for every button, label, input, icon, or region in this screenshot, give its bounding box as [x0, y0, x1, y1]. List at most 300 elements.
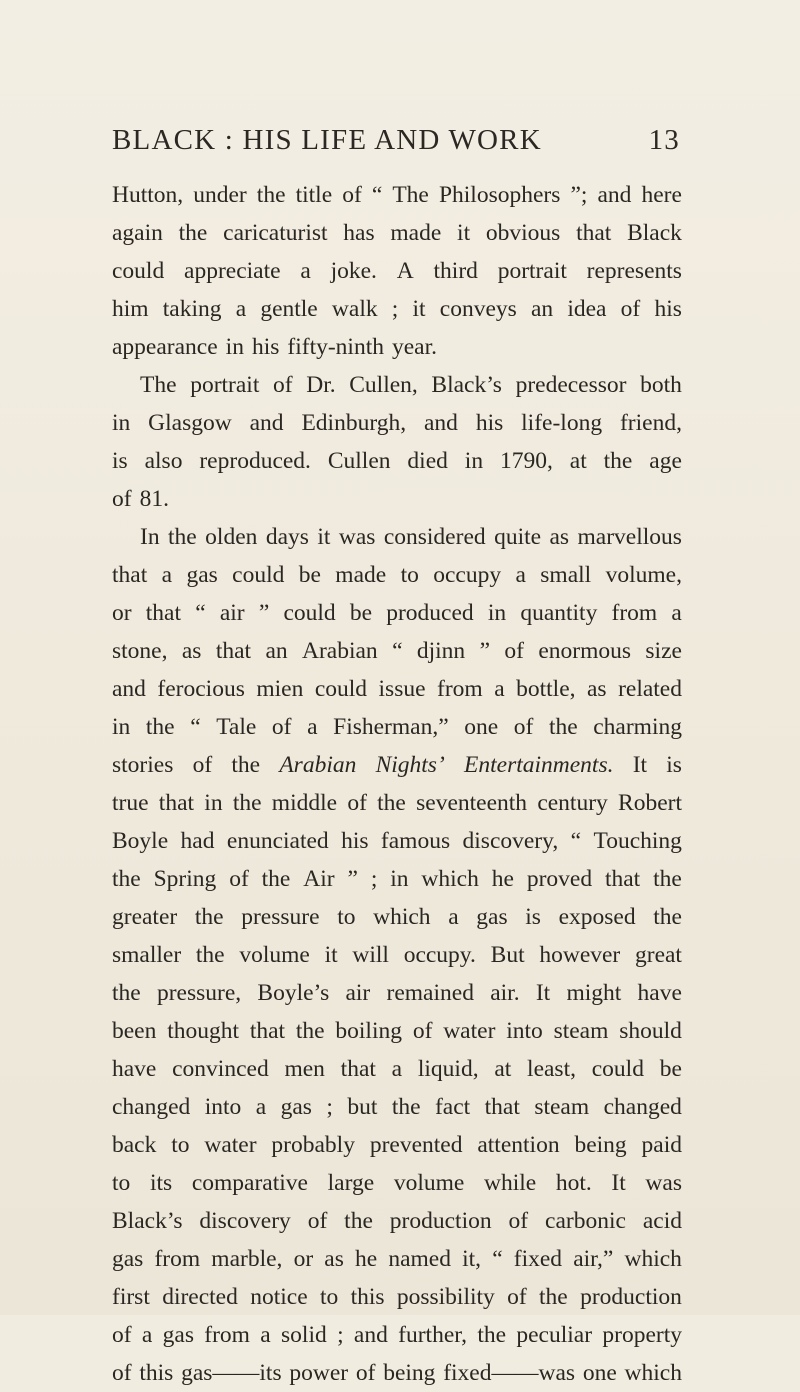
text-line	[112, 784, 682, 822]
word: stories	[112, 752, 174, 778]
word: has	[343, 220, 375, 246]
word: in	[204, 790, 223, 816]
word: to	[337, 904, 356, 930]
word: named	[388, 1246, 451, 1272]
word: in	[464, 448, 484, 474]
word: a	[235, 296, 247, 322]
word: 1790,	[499, 448, 553, 474]
word: of	[507, 1284, 527, 1310]
word: at	[494, 1056, 512, 1082]
word: an	[530, 296, 554, 322]
word: one	[464, 714, 499, 740]
text-line	[112, 176, 682, 214]
word: here	[641, 182, 682, 208]
text-line	[112, 708, 682, 746]
word: be	[298, 562, 321, 588]
word: “	[392, 638, 403, 664]
text-line	[112, 518, 682, 556]
text-line	[112, 366, 682, 404]
text-line	[112, 556, 682, 594]
word: small	[540, 562, 592, 588]
word: solid	[281, 1322, 327, 1348]
word: be	[349, 600, 373, 626]
word: ”	[258, 600, 270, 626]
word: of	[112, 1360, 132, 1386]
word: it,	[462, 1246, 482, 1272]
text-line	[112, 442, 682, 480]
word: ”	[479, 638, 490, 664]
word: had	[180, 828, 215, 854]
word: the	[653, 904, 682, 930]
word: its	[149, 1170, 173, 1196]
word: a	[671, 600, 682, 626]
text-line	[112, 594, 682, 632]
word: predecessor	[515, 372, 627, 398]
word: pressure	[241, 904, 320, 930]
word: caricaturist	[223, 220, 328, 246]
word: could	[112, 258, 165, 284]
word: the	[256, 182, 286, 208]
word: quantity	[520, 600, 598, 626]
word: exposed	[558, 904, 636, 930]
word: however	[539, 942, 621, 968]
word: fixed	[513, 1246, 563, 1272]
word: the	[477, 1322, 507, 1348]
word: his	[654, 296, 682, 322]
word: the	[344, 1208, 373, 1234]
word: comparative	[191, 1170, 308, 1196]
word: appreciate	[184, 258, 281, 284]
word: a	[515, 562, 526, 588]
word: Spring	[153, 866, 217, 892]
word: might	[566, 980, 622, 1006]
word: the	[112, 866, 141, 892]
word: portrait	[190, 372, 260, 398]
word: discovery,	[462, 828, 559, 854]
word: from	[611, 600, 658, 626]
word: least,	[527, 1056, 576, 1082]
word: smaller	[112, 942, 182, 968]
word: in	[112, 714, 131, 740]
text-line	[112, 1240, 682, 1278]
word: will	[352, 942, 389, 968]
word: should	[619, 1018, 682, 1044]
word: under	[193, 182, 247, 208]
word: the	[231, 752, 261, 778]
word: Cullen	[327, 448, 391, 474]
word: ;	[326, 1094, 333, 1120]
word: one	[582, 1360, 617, 1386]
word: men	[284, 1056, 325, 1082]
word: issue	[378, 676, 426, 702]
word: Dr.	[306, 372, 336, 398]
word: Tale	[216, 714, 257, 740]
word: steam	[534, 1094, 590, 1120]
word: which	[624, 1246, 682, 1272]
word: of	[192, 752, 213, 778]
running-head-title: BLACK : HIS LIFE AND WORK	[112, 124, 542, 156]
word: enunciated	[226, 828, 329, 854]
word: of	[307, 1208, 328, 1234]
word: ;	[391, 296, 399, 322]
word: taking	[162, 296, 222, 322]
word: Boyle	[112, 828, 169, 854]
word: that	[158, 790, 195, 816]
word: “	[570, 828, 582, 854]
word: conveys	[439, 296, 517, 322]
word: quite	[494, 524, 542, 550]
word: the	[603, 448, 633, 474]
word: air.	[490, 980, 520, 1006]
word: from	[437, 676, 483, 702]
word: made	[390, 220, 442, 246]
word: bottle,	[516, 676, 576, 702]
word: of	[513, 714, 534, 740]
word: The	[140, 372, 177, 398]
word: the	[178, 220, 208, 246]
word: production	[580, 1284, 682, 1310]
word: that	[112, 562, 148, 588]
word: again	[112, 220, 163, 246]
page-number: 13	[648, 124, 680, 156]
text-line	[112, 1354, 682, 1392]
word: it	[412, 296, 426, 322]
word: reproduced.	[199, 448, 311, 474]
word: the	[168, 524, 197, 550]
word: in	[112, 410, 131, 436]
word: The	[392, 182, 429, 208]
word: It	[611, 1170, 626, 1196]
word: Robert	[618, 790, 682, 816]
word: famous	[380, 828, 451, 854]
word: century	[537, 790, 608, 816]
word: died	[407, 448, 448, 474]
word: the	[145, 714, 175, 740]
word: or	[293, 1246, 314, 1272]
word: of	[229, 866, 249, 892]
word: the	[377, 790, 406, 816]
word: enormous	[538, 638, 632, 664]
word: in	[487, 600, 507, 626]
word: ”;	[570, 182, 588, 208]
word: and	[597, 182, 632, 208]
word: property	[602, 1322, 682, 1348]
word: year.	[391, 334, 437, 360]
word: a	[161, 562, 173, 588]
word: 81.	[139, 486, 169, 512]
word: Black	[627, 220, 682, 246]
word: in	[225, 334, 244, 360]
word: of	[342, 182, 362, 208]
word: a	[255, 1094, 267, 1120]
word: while	[483, 1170, 537, 1196]
word: which	[624, 1360, 682, 1386]
word: the	[194, 904, 224, 930]
word: could	[591, 1056, 644, 1082]
word: back	[112, 1132, 157, 1158]
word: that	[215, 638, 252, 664]
word: friend,	[619, 410, 682, 436]
word: of	[412, 1018, 433, 1044]
text-line	[112, 404, 682, 442]
word: the	[112, 980, 141, 1006]
word: gas	[280, 1094, 312, 1120]
word: paid	[641, 1132, 682, 1158]
word: carbonic	[545, 1208, 626, 1234]
word: third	[433, 258, 478, 284]
word: and	[353, 1322, 388, 1348]
text-line	[112, 214, 682, 252]
text-line	[112, 1164, 682, 1202]
word: proved	[526, 866, 593, 892]
word: at	[569, 448, 587, 474]
text-line	[112, 898, 682, 936]
word: marble,	[211, 1246, 283, 1272]
word: probably	[271, 1132, 355, 1158]
word: prevented	[369, 1132, 463, 1158]
word: of	[112, 486, 132, 512]
word: boiling	[335, 1018, 402, 1044]
text-line	[112, 1278, 682, 1316]
word: Hutton,	[112, 182, 184, 208]
word: have	[637, 980, 682, 1006]
word: age	[649, 448, 682, 474]
word: both	[640, 372, 682, 398]
word: middle	[271, 790, 338, 816]
text-line	[112, 1202, 682, 1240]
word: he	[355, 1246, 378, 1272]
word: days	[265, 524, 309, 550]
text-line	[112, 480, 682, 518]
word: remained	[386, 980, 474, 1006]
word: gas	[112, 1246, 144, 1272]
word: could	[283, 600, 336, 626]
word: large	[327, 1170, 375, 1196]
word: acid	[642, 1208, 682, 1234]
word: ferocious	[157, 676, 245, 702]
word: djinn	[416, 638, 466, 664]
word: great	[635, 942, 682, 968]
word: gas	[186, 562, 218, 588]
word: air	[219, 600, 245, 626]
word: first	[112, 1284, 150, 1310]
word: joke.	[330, 258, 377, 284]
word: gas	[476, 904, 508, 930]
word: Black’s	[431, 372, 502, 398]
word: being	[574, 1132, 627, 1158]
word: have	[112, 1056, 157, 1082]
word: into	[506, 1018, 543, 1044]
word: Touching	[593, 828, 682, 854]
word: to	[171, 1132, 190, 1158]
word: fixed——was	[443, 1360, 576, 1386]
word: thought	[167, 1018, 239, 1044]
word: this	[139, 1360, 174, 1386]
word: be	[659, 1056, 682, 1082]
word: olden	[205, 524, 258, 550]
word: his	[251, 334, 280, 360]
word: a	[391, 1056, 403, 1082]
word: represents	[586, 258, 682, 284]
text-line	[112, 1316, 682, 1354]
word: volume	[393, 1170, 465, 1196]
word: convinced	[172, 1056, 269, 1082]
word: Edinburgh,	[301, 410, 407, 436]
word: marvellous	[577, 524, 682, 550]
word: life-long	[521, 410, 603, 436]
word: air	[345, 980, 371, 1006]
word: of	[271, 714, 292, 740]
word: gas——its	[181, 1360, 282, 1386]
word: directed	[162, 1284, 238, 1310]
word: volume,	[605, 562, 682, 588]
word: produced	[386, 600, 474, 626]
word: appearance	[112, 334, 218, 360]
word: idea	[567, 296, 607, 322]
text-line	[112, 936, 682, 974]
word: a	[448, 904, 459, 930]
word: an	[265, 638, 288, 664]
word: obvious	[485, 220, 561, 246]
word: the	[391, 1094, 421, 1120]
word: peculiar	[516, 1322, 593, 1348]
word: size	[645, 638, 682, 664]
word: gas	[162, 1322, 194, 1348]
word: occupy.	[403, 942, 476, 968]
word: changed	[603, 1094, 682, 1120]
word: he	[491, 866, 514, 892]
word: as	[549, 524, 570, 550]
word: stone,	[112, 638, 168, 664]
word: liquid,	[417, 1056, 479, 1082]
word: to	[319, 1284, 339, 1310]
word: of	[504, 638, 524, 664]
text-line	[112, 328, 682, 366]
word: is	[666, 752, 682, 778]
word: notice	[250, 1284, 308, 1310]
word: and	[424, 410, 458, 436]
word: the	[232, 790, 262, 816]
word: that	[145, 600, 182, 626]
word: of	[112, 1322, 132, 1348]
word: that	[576, 220, 612, 246]
word: also	[144, 448, 183, 474]
word: Arabian	[302, 638, 378, 664]
word: to	[400, 562, 419, 588]
word: It	[535, 980, 551, 1006]
word: could	[314, 676, 368, 702]
word: as	[324, 1246, 344, 1272]
word: steam	[553, 1018, 609, 1044]
word: to	[112, 1170, 131, 1196]
word: him	[112, 296, 149, 322]
text-line	[112, 670, 682, 708]
word: gentle	[260, 296, 318, 322]
word: a	[141, 1322, 153, 1348]
word: which	[421, 866, 479, 892]
text-line	[112, 822, 682, 860]
word: of	[508, 1208, 529, 1234]
word: possibility	[396, 1284, 495, 1310]
word: “	[492, 1246, 503, 1272]
word: occupy	[433, 562, 502, 588]
text-line	[112, 746, 682, 784]
text-line	[112, 1012, 682, 1050]
word: ”	[347, 866, 358, 892]
word: was	[338, 524, 376, 550]
word: and	[249, 410, 284, 436]
word: seventeenth	[416, 790, 528, 816]
word: A	[396, 258, 414, 284]
word: the	[295, 1018, 325, 1044]
word: made	[335, 562, 387, 588]
word: been	[112, 1018, 157, 1044]
word: Entertainments.	[464, 752, 614, 778]
word: in	[390, 866, 409, 892]
word: “	[195, 600, 206, 626]
word: charming	[593, 714, 682, 740]
word: It	[632, 752, 648, 778]
running-head	[112, 124, 680, 164]
word: true	[112, 790, 149, 816]
word: his	[475, 410, 504, 436]
word: Cullen,	[349, 372, 418, 398]
word: the	[195, 942, 225, 968]
word: could	[232, 562, 285, 588]
text-line	[112, 1088, 682, 1126]
word: that	[340, 1056, 376, 1082]
word: Nights’	[375, 752, 445, 778]
word: Black’s	[112, 1208, 183, 1234]
word: of	[273, 372, 293, 398]
word: changed	[112, 1094, 191, 1120]
word: walk	[331, 296, 378, 322]
word: as	[181, 638, 202, 664]
word: which	[373, 904, 431, 930]
word: But	[490, 942, 525, 968]
word: being	[383, 1360, 436, 1386]
word: the	[548, 714, 578, 740]
word: is	[525, 904, 541, 930]
text-line	[112, 290, 682, 328]
text-line	[112, 252, 682, 290]
word: or	[112, 600, 132, 626]
word: volume	[239, 942, 310, 968]
text-line	[112, 974, 682, 1012]
word: into	[204, 1094, 242, 1120]
text-line	[112, 860, 682, 898]
word: that	[249, 1018, 286, 1044]
word: production	[389, 1208, 492, 1234]
text-line	[112, 1050, 682, 1088]
word: the	[261, 866, 291, 892]
word: a	[300, 258, 311, 284]
word: of	[355, 1360, 376, 1386]
word: considered	[383, 524, 486, 550]
word: air,”	[573, 1246, 614, 1272]
word: related	[618, 676, 682, 702]
text-line	[112, 1126, 682, 1164]
word: mien	[256, 676, 304, 702]
word: ;	[337, 1322, 344, 1348]
word: water	[204, 1132, 257, 1158]
word: further,	[398, 1322, 468, 1348]
word: from	[204, 1322, 250, 1348]
word: In	[140, 524, 160, 550]
word: as	[587, 676, 607, 702]
word: discovery	[199, 1208, 291, 1234]
word: his	[341, 828, 369, 854]
